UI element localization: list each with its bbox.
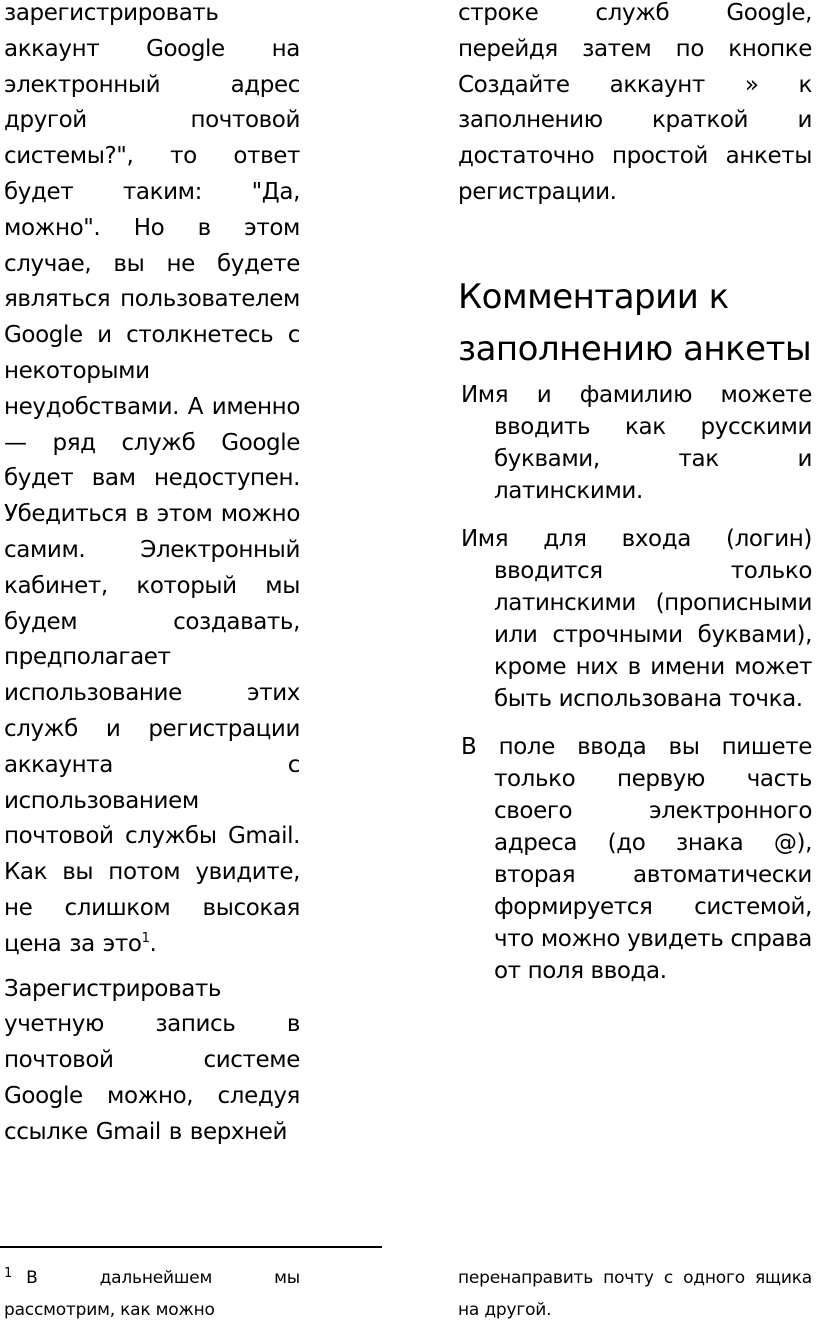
paragraph-text: зарегистрировать аккаунт Google на электронный адрес другой почтовой системы?", то ответ будет таким: "Да, можно". Но в этом случае, вы не будете являться пользователем Google и столкнетесь с некоторыми неудобствами. А именно — ряд служб Google будет вам недоступен. Убедиться в этом можно самим. Электронный кабинет, который мы будем создавать, предполагает использование этих служб и регистрации аккаунта с использованием почтовой службы Gmail. Как вы потом увидите, не слишком высокая цена за это <box>4 0 300 957</box>
right-column <box>458 0 812 1003</box>
footnote-separator <box>0 1246 382 1248</box>
paragraph-end: . <box>149 930 157 957</box>
list-item: Имя для входа (логин) вводится только латинскими (прописными или строчными буквами), кроме них в имени может быть использована точка. <box>461 525 812 712</box>
body-paragraph: Зарегистрировать учетную запись в почтовой системе Google можно, следуя ссылке Gmail в верхней <box>4 975 300 1145</box>
footnote-number: 1 <box>4 1266 13 1281</box>
footnote-text: В дальнейшем мы рассмотрим, как можно <box>4 1268 300 1320</box>
list-item: В поле ввода вы пишете только первую часть своего электронного адреса (до знака @), вторая автоматически формируется системой, что можно увидеть справа от поля ввода. <box>461 733 812 984</box>
footnote-right: перенаправить почту с одного ящика на другой. <box>458 1268 812 1320</box>
comment-list <box>458 379 812 987</box>
footnote-reference[interactable]: 1 <box>141 930 150 946</box>
body-paragraph: строке служб Google, перейдя затем по кнопке Создайте аккаунт » к заполнению краткой и достаточно простой анкеты регистрации. <box>458 0 812 205</box>
body-paragraph <box>4 0 300 963</box>
left-column <box>4 0 300 1151</box>
list-item: Имя и фамилию можете вводить как русскими буквами, так и латинскими. <box>461 381 812 504</box>
footnote-left <box>4 1262 300 1326</box>
section-heading: Комментарии к заполнению анкеты <box>458 276 812 369</box>
